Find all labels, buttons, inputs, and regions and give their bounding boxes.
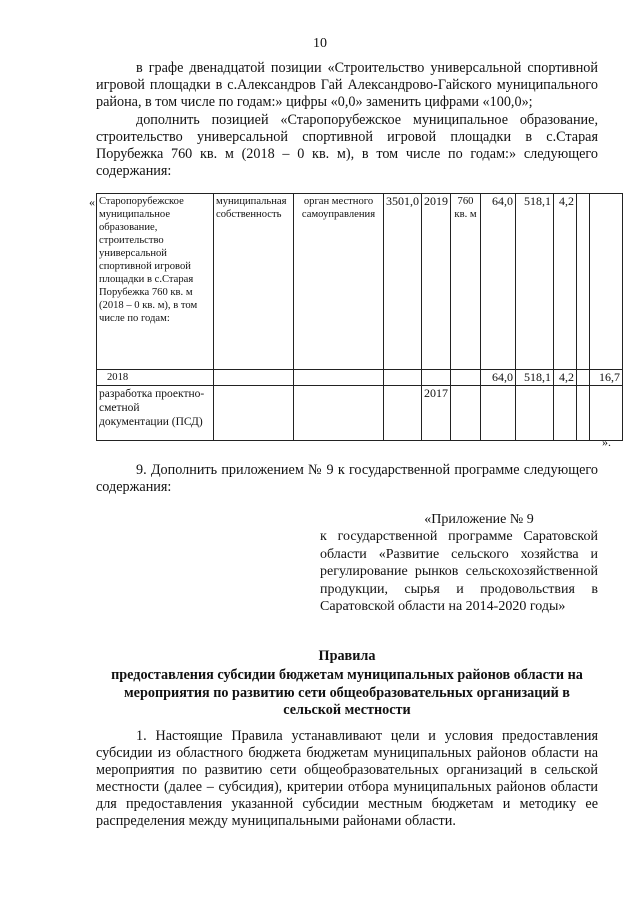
appendix-body: к государственной программе Саратовской области «Развитие сельского хозяйства и регулирование рынков сельскохозяйственной продукции, сырья и продовольствия в Саратовской области на 2014-2020 годы» (320, 529, 598, 615)
cell-value-2: 518,1 (516, 194, 554, 370)
appendix-header (320, 511, 598, 615)
cell-value-4 (577, 194, 590, 370)
intro-paragraph-1 (96, 60, 598, 111)
cell-value-5: 16,7 (590, 370, 623, 386)
cell-psd: разработка проектно-сметной документации (ПСД) (97, 386, 214, 441)
cell-value-2: 518,1 (516, 370, 554, 386)
rules-heading: Правила (318, 648, 376, 664)
cell-year: 2019 (422, 194, 451, 370)
cell-property: муниципальная собственность (214, 194, 294, 370)
table-close-quote: ». (602, 435, 611, 449)
item-9-text: 9. Дополнить приложением № 9 к государственной программе следующего содержания: (96, 462, 598, 495)
rules-subheading: предоставления субсидии бюджетам муниципальных районов области на мероприятия по развитию сети общеобразовательных организаций в сельской местности (111, 667, 583, 718)
table-row (97, 370, 623, 386)
table-open-quote: « (89, 195, 95, 209)
intro-paragraph-2 (96, 112, 598, 180)
cell-year-label: 2018 (97, 370, 214, 386)
cell-value-3: 4,2 (554, 194, 577, 370)
cell-name: Старопорубежское муниципальное образование, строительство универсальной спортивной игровой площадки в с.Старая Порубежка 760 кв. м (2018 – 0 кв. м), в том числе по годам: (97, 194, 214, 370)
rules-text-1: 1. Настоящие Правила устанавливают цели и условия предоставления субсидии из областного бюджета бюджетам муниципальных районов области на мероприятия по развитию сети общеобразовательных организаций в сельской местности (далее – субсидия), критерии отбора муниципальных районов области для предоставления указанной субсидии местным бюджетам и методику ее распределения между муниципальными районами области. (96, 728, 598, 829)
rules-paragraph-1 (96, 728, 598, 830)
cell-value-3: 4,2 (554, 370, 577, 386)
table-row (97, 194, 623, 370)
cell-capacity: 760 кв. м (451, 194, 481, 370)
cell-value-5 (590, 194, 623, 370)
cell-executor: орган местного самоуправления (294, 194, 384, 370)
intro-text-1: в графе двенадцатой позиции «Строительство универсальной спортивной игровой площадки в с.Александров Гай Александрово-Гайского муниципального района, в том числе по годам:» цифры «0,0» заменить цифрами «100,0»; (96, 60, 598, 110)
cell-value-1: 64,0 (481, 370, 516, 386)
program-table (96, 193, 623, 441)
cell-cost: 3501,0 (384, 194, 422, 370)
cell-value-1: 64,0 (481, 194, 516, 370)
item-9-paragraph (96, 462, 598, 496)
appendix-title: «Приложение № 9 (424, 512, 534, 527)
page-number: 10 (313, 36, 327, 51)
cell-year: 2017 (422, 386, 451, 441)
intro-text-2: дополнить позицией «Старопорубежское муниципальное образование, строительство универсальной спортивной игровой площадки в с.Старая Порубежка 760 кв. м (2018 – 0 кв. м), в том числе по годам:» следующего содержания: (96, 112, 598, 179)
table-row (97, 386, 623, 441)
